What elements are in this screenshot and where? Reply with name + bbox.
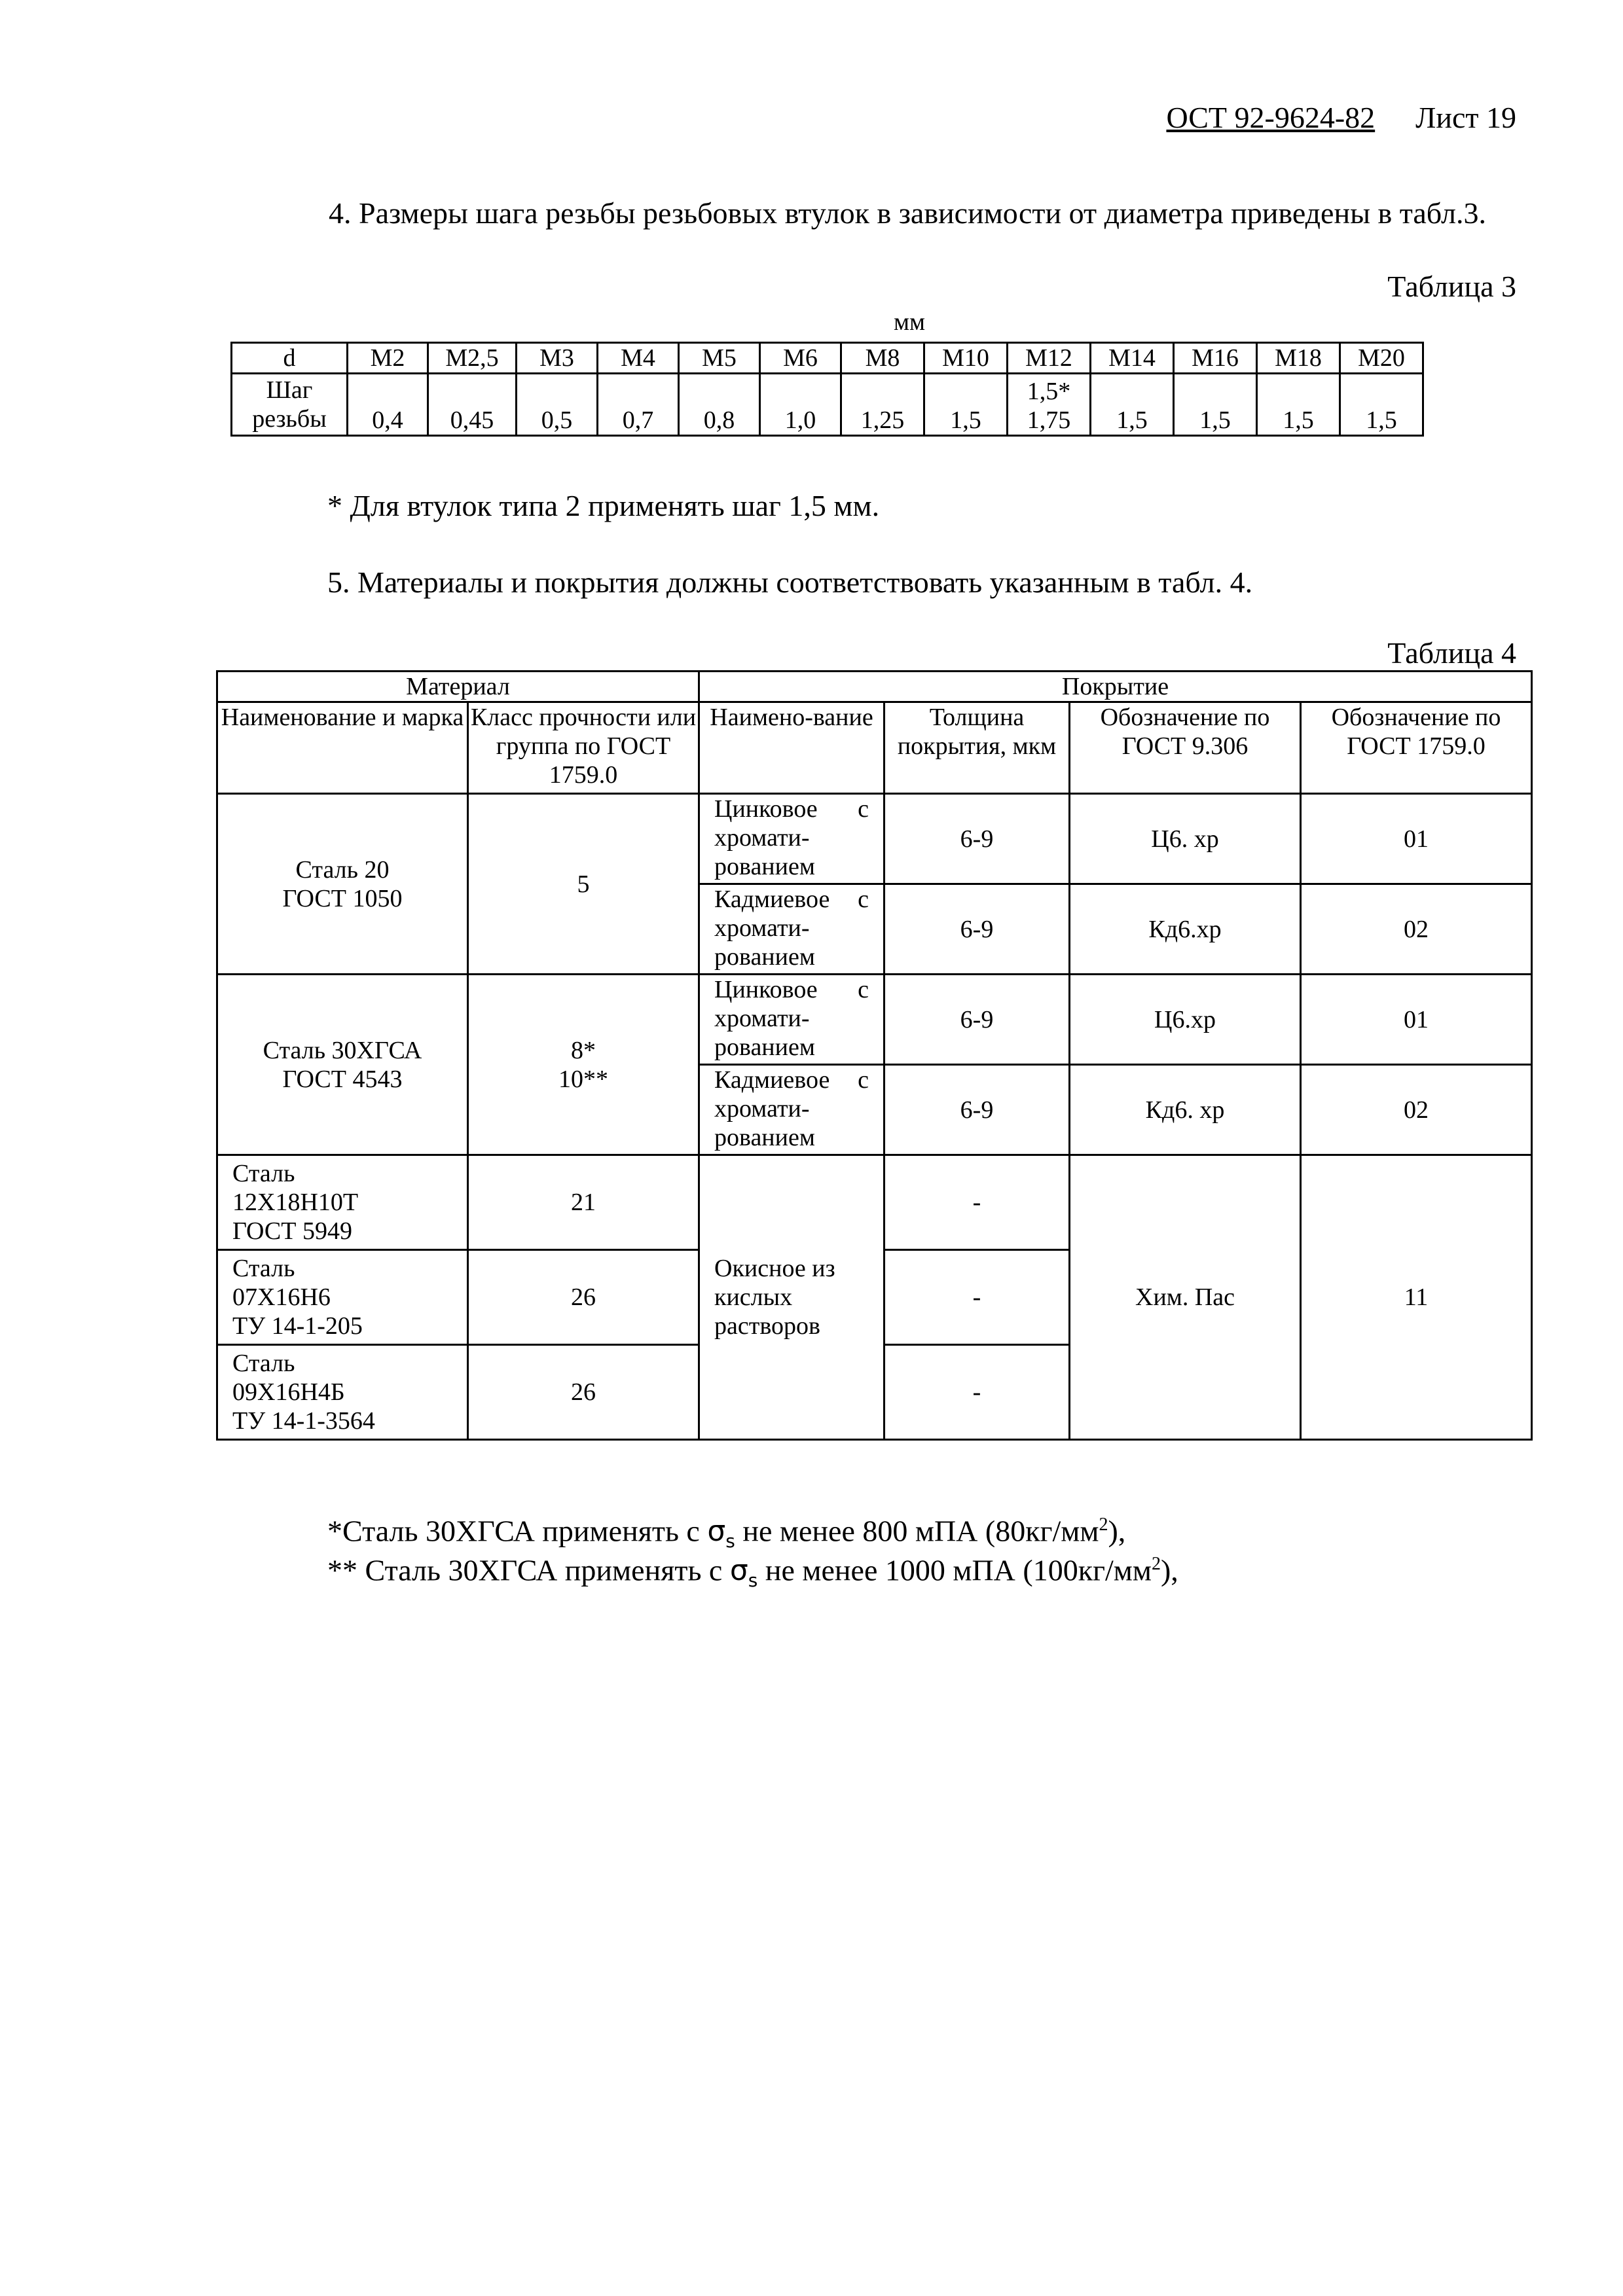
diameter-cell: M5 — [679, 343, 760, 374]
diameter-cell: M2 — [348, 343, 428, 374]
diameter-cell: M14 — [1091, 343, 1174, 374]
designation-1759: 01 — [1301, 975, 1532, 1065]
coating-thickness: - — [884, 1155, 1070, 1250]
sigma-symbol: $\sigma_s$ — [707, 1515, 735, 1552]
pitch-cell: 1,0 — [760, 374, 841, 436]
pitch-cell: 1,5 — [1340, 374, 1423, 436]
diameter-label: d — [232, 343, 348, 374]
pitch-cell: 1,25 — [841, 374, 924, 436]
table-row — [217, 794, 1532, 884]
diameter-cell: M10 — [924, 343, 1008, 374]
coating-thickness: 6-9 — [884, 975, 1070, 1065]
table-3-units: мм — [894, 308, 926, 336]
material-group-header: Материал — [217, 672, 699, 702]
col-class-header: Класс прочности или группа по ГОСТ 1759.0 — [468, 702, 699, 794]
diameter-cell: M8 — [841, 343, 924, 374]
col-gost1759-header: Обозначение по ГОСТ 1759.0 — [1301, 702, 1532, 794]
coating-name: Окисное из кислых растворов — [699, 1155, 884, 1440]
designation-1759: 11 — [1301, 1155, 1532, 1440]
diameter-cell: M3 — [517, 343, 598, 374]
diameter-cell: M4 — [598, 343, 679, 374]
document-code: ОСТ 92-9624-82 — [1166, 101, 1376, 134]
coating-name: Цинковое с хромати-рованием — [699, 794, 884, 884]
sigma-symbol: $\sigma_s$ — [729, 1554, 758, 1592]
coating-name: Цинковое с хромати-рованием — [699, 975, 884, 1065]
pitch-cell: 1,5 — [1174, 374, 1257, 436]
coating-group-header: Покрытие — [699, 672, 1532, 702]
coating-thickness: 6-9 — [884, 884, 1070, 975]
pitch-cell: 0,5 — [517, 374, 598, 436]
diameter-cell: M20 — [1340, 343, 1423, 374]
designation-9306: Кд6. хр — [1070, 1065, 1301, 1155]
pitch-row — [232, 374, 1423, 436]
table-3-caption: Таблица 3 — [1387, 270, 1516, 303]
table-row — [217, 975, 1532, 1065]
pitch-cell: 0,45 — [428, 374, 517, 436]
material-name: Сталь 07Х16Н6 ТУ 14-1-205 — [217, 1250, 468, 1345]
pitch-cell: 0,7 — [598, 374, 679, 436]
material-name: Сталь 30ХГСА ГОСТ 4543 — [217, 975, 468, 1155]
table-4 — [216, 670, 1533, 1441]
coating-thickness: 6-9 — [884, 1065, 1070, 1155]
col-name-header: Наименование и марка — [217, 702, 468, 794]
table-4-column-header — [217, 702, 1532, 794]
pitch-label: Шаг резьбы — [232, 374, 348, 436]
pitch-cell-m12: 1,5* 1,75 — [1008, 374, 1091, 436]
table-3 — [230, 342, 1424, 437]
coating-name: Кадмиевое с хромати-рованием — [699, 1065, 884, 1155]
footnote-2: ** Сталь 30ХГСА применять с $\sigma_s$ не менее 1000 мПА $(100кг/мм^2)$, — [327, 1553, 1178, 1592]
designation-1759: 02 — [1301, 884, 1532, 975]
designation-1759: 01 — [1301, 794, 1532, 884]
coating-thickness: - — [884, 1345, 1070, 1440]
paragraph-4: 4. Размеры шага резьбы резьбовых втулок в зависимости от диаметра приведены в табл.3. — [329, 196, 1486, 230]
table-4-caption: Таблица 4 — [1387, 636, 1516, 670]
col-coating-name-header: Наимено-вание — [699, 702, 884, 794]
paragraph-5: 5. Материалы и покрытия должны соответствовать указанным в табл. 4. — [327, 565, 1253, 599]
pitch-cell: 0,8 — [679, 374, 760, 436]
designation-1759: 02 — [1301, 1065, 1532, 1155]
coating-thickness: 6-9 — [884, 794, 1070, 884]
page-header — [1166, 98, 1516, 137]
material-class: 26 — [468, 1345, 699, 1440]
designation-9306: Кд6.хр — [1070, 884, 1301, 975]
diameter-cell: M6 — [760, 343, 841, 374]
coating-thickness: - — [884, 1250, 1070, 1345]
col-thickness-header: Толщина покрытия, мкм — [884, 702, 1070, 794]
pitch-cell: 1,5 — [1257, 374, 1340, 436]
footnote-1: *Сталь 30ХГСА применять с $\sigma_s$ не менее 800 мПА $(80кг/мм^2)$, — [327, 1514, 1126, 1552]
diameter-cell: M16 — [1174, 343, 1257, 374]
material-name: Сталь 09Х16Н4Б ТУ 14-1-3564 — [217, 1345, 468, 1440]
designation-9306: Ц6.хр — [1070, 975, 1301, 1065]
diameter-row — [232, 343, 1423, 374]
material-class: 21 — [468, 1155, 699, 1250]
diameter-cell: M18 — [1257, 343, 1340, 374]
material-name: Сталь 20 ГОСТ 1050 — [217, 794, 468, 975]
material-name: Сталь 12Х18Н10Т ГОСТ 5949 — [217, 1155, 468, 1250]
material-class: 8* 10** — [468, 975, 699, 1155]
table-4-group-header — [217, 672, 1532, 702]
coating-name: Кадмиевое с хромати-рованием — [699, 884, 884, 975]
diameter-cell: M12 — [1008, 343, 1091, 374]
table-row — [217, 1155, 1532, 1250]
designation-9306: Хим. Пас — [1070, 1155, 1301, 1440]
material-class: 5 — [468, 794, 699, 975]
designation-9306: Ц6. хр — [1070, 794, 1301, 884]
sheet-number: Лист 19 — [1415, 101, 1516, 134]
diameter-cell: M2,5 — [428, 343, 517, 374]
col-gost9306-header: Обозначение по ГОСТ 9.306 — [1070, 702, 1301, 794]
pitch-cell: 1,5 — [1091, 374, 1174, 436]
pitch-cell: 1,5 — [924, 374, 1008, 436]
pitch-cell: 0,4 — [348, 374, 428, 436]
table-3-footnote: * Для втулок типа 2 применять шаг 1,5 мм. — [327, 489, 880, 522]
material-class: 26 — [468, 1250, 699, 1345]
